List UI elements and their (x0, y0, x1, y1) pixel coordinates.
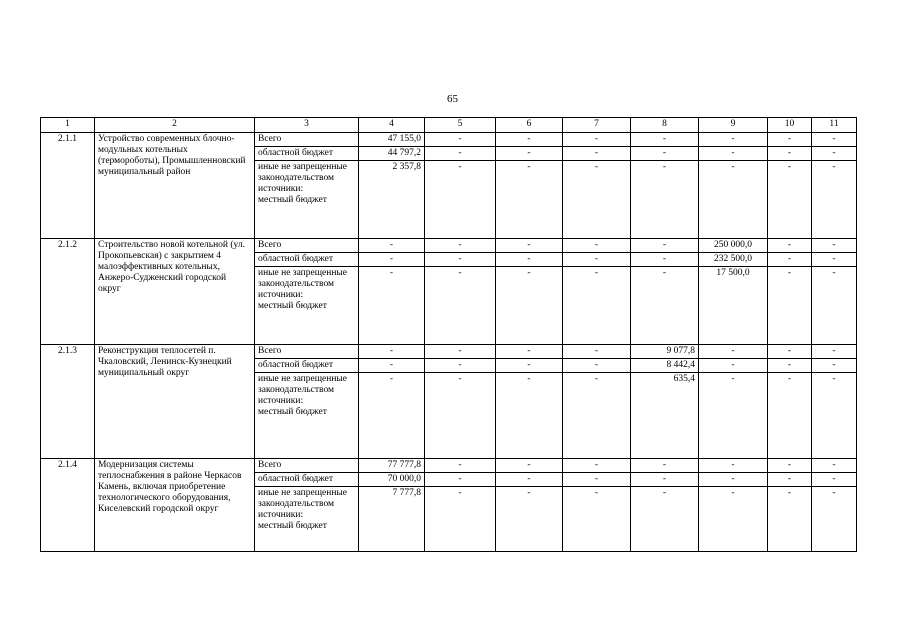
value-cell-col-10: - (768, 373, 812, 459)
value-cell-col-7: - (563, 473, 631, 487)
funding-source-label: областной бюджет (258, 360, 334, 370)
funding-source (255, 239, 359, 253)
value-cell-col-7: - (563, 359, 631, 373)
value-cell-col-4: - (359, 267, 425, 345)
column-header-7: 7 (563, 118, 631, 133)
value-cell-col-7: - (563, 133, 631, 147)
column-header-8: 8 (631, 118, 699, 133)
value-cell-col-8: 635,4 (631, 373, 699, 459)
value-cell-col-7: - (563, 147, 631, 161)
table-row (41, 459, 857, 473)
table-body (41, 118, 857, 552)
value-cell-col-6: - (496, 253, 563, 267)
value-cell-col-7: - (563, 373, 631, 459)
value-cell-col-6: - (496, 373, 563, 459)
value-cell-col-8: 8 442,4 (631, 359, 699, 373)
value-cell-col-9: - (699, 147, 768, 161)
value-cell-col-4: 2 357,8 (359, 161, 425, 239)
value-cell-col-4: 47 155,0 (359, 133, 425, 147)
funding-source (255, 359, 359, 373)
value-cell-col-8: - (631, 267, 699, 345)
funding-source-note: иные не запрещенные законодательством источники: (258, 488, 348, 520)
value-cell-col-5: - (425, 473, 496, 487)
value-cell-col-9: - (699, 373, 768, 459)
funding-source (255, 373, 359, 459)
funding-source-note: иные не запрещенные законодательством источники: (258, 268, 348, 300)
column-header-5: 5 (425, 118, 496, 133)
value-cell-col-6: - (496, 239, 563, 253)
value-cell-col-6: - (496, 267, 563, 345)
section-description: Устройство современных блочно-модульных котельных (термороботы), Промышленновский муниципальный район (95, 133, 255, 239)
value-cell-col-8: - (631, 253, 699, 267)
value-cell-col-6: - (496, 459, 563, 473)
funding-source (255, 133, 359, 147)
value-cell-col-11: - (812, 459, 857, 473)
value-cell-col-10: - (768, 133, 812, 147)
section-description: Модернизация системы теплоснабжения в районе Черкасов Камень, включая приобретение технологического оборудования, Киселевский городской округ (95, 459, 255, 552)
value-cell-col-11: - (812, 373, 857, 459)
value-cell-col-11: - (812, 161, 857, 239)
value-cell-col-10: - (768, 161, 812, 239)
header-row (41, 118, 857, 133)
value-cell-col-7: - (563, 267, 631, 345)
funding-source-label: областной бюджет (258, 148, 334, 158)
funding-source (255, 147, 359, 161)
section-description: Строительство новой котельной (ул. Прокопьевская) с закрытием 4 малоэффективных котельных, Анжеро-Судженский городской округ (95, 239, 255, 345)
table-row (41, 133, 857, 147)
value-cell-col-10: - (768, 267, 812, 345)
value-cell-col-7: - (563, 459, 631, 473)
funding-source-label: Всего (258, 346, 282, 356)
value-cell-col-6: - (496, 359, 563, 373)
value-cell-col-10: - (768, 473, 812, 487)
value-cell-col-4: 70 000,0 (359, 473, 425, 487)
value-cell-col-11: - (812, 253, 857, 267)
value-cell-col-5: - (425, 373, 496, 459)
value-cell-col-5: - (425, 359, 496, 373)
funding-source-label: Всего (258, 460, 282, 470)
column-header-4: 4 (359, 118, 425, 133)
page-number: 65 (447, 93, 458, 105)
value-cell-col-4: - (359, 345, 425, 359)
value-cell-col-5: - (425, 239, 496, 253)
value-cell-col-11: - (812, 147, 857, 161)
value-cell-col-8: - (631, 459, 699, 473)
value-cell-col-5: - (425, 161, 496, 239)
table-row (41, 345, 857, 359)
value-cell-col-8: 9 077,8 (631, 345, 699, 359)
budget-table (40, 117, 857, 552)
value-cell-col-4: - (359, 359, 425, 373)
value-cell-col-10: - (768, 359, 812, 373)
value-cell-col-8: - (631, 487, 699, 552)
funding-source (255, 473, 359, 487)
funding-source-label: Всего (258, 240, 282, 250)
value-cell-col-5: - (425, 345, 496, 359)
value-cell-col-5: - (425, 253, 496, 267)
value-cell-col-11: - (812, 345, 857, 359)
value-cell-col-4: - (359, 253, 425, 267)
value-cell-col-7: - (563, 161, 631, 239)
funding-source-note: иные не запрещенные законодательством источники: (258, 374, 348, 406)
funding-source-note: иные не запрещенные законодательством источники: (258, 162, 348, 194)
funding-source-label: местный бюджет (258, 195, 327, 205)
value-cell-col-8: - (631, 473, 699, 487)
value-cell-col-9: - (699, 359, 768, 373)
funding-source-label: местный бюджет (258, 407, 327, 417)
funding-source (255, 161, 359, 239)
value-cell-col-4: 7 777,8 (359, 487, 425, 552)
column-header-3: 3 (255, 118, 359, 133)
column-header-9: 9 (699, 118, 768, 133)
value-cell-col-6: - (496, 147, 563, 161)
value-cell-col-7: - (563, 487, 631, 552)
value-cell-col-10: - (768, 459, 812, 473)
column-header-1: 1 (41, 118, 95, 133)
value-cell-col-8: - (631, 239, 699, 253)
funding-source (255, 253, 359, 267)
column-header-11: 11 (812, 118, 857, 133)
value-cell-col-6: - (496, 161, 563, 239)
value-cell-col-5: - (425, 133, 496, 147)
value-cell-col-10: - (768, 239, 812, 253)
value-cell-col-9: - (699, 473, 768, 487)
value-cell-col-9: - (699, 487, 768, 552)
value-cell-col-6: - (496, 345, 563, 359)
value-cell-col-5: - (425, 267, 496, 345)
value-cell-col-4: - (359, 239, 425, 253)
value-cell-col-10: - (768, 345, 812, 359)
value-cell-col-9: - (699, 459, 768, 473)
column-header-2: 2 (95, 118, 255, 133)
value-cell-col-6: - (496, 473, 563, 487)
value-cell-col-8: - (631, 147, 699, 161)
value-cell-col-9: 250 000,0 (699, 239, 768, 253)
funding-source-label: местный бюджет (258, 521, 327, 531)
table-row (41, 239, 857, 253)
value-cell-col-11: - (812, 267, 857, 345)
value-cell-col-11: - (812, 487, 857, 552)
value-cell-col-6: - (496, 487, 563, 552)
value-cell-col-9: - (699, 345, 768, 359)
value-cell-col-9: 17 500,0 (699, 267, 768, 345)
value-cell-col-11: - (812, 359, 857, 373)
value-cell-col-5: - (425, 147, 496, 161)
value-cell-col-11: - (812, 133, 857, 147)
section-code: 2.1.4 (41, 459, 95, 552)
column-header-6: 6 (496, 118, 563, 133)
value-cell-col-6: - (496, 133, 563, 147)
funding-source (255, 459, 359, 473)
value-cell-col-5: - (425, 459, 496, 473)
funding-source (255, 487, 359, 552)
value-cell-col-4: - (359, 373, 425, 459)
value-cell-col-10: - (768, 253, 812, 267)
funding-source-label: местный бюджет (258, 301, 327, 311)
value-cell-col-10: - (768, 487, 812, 552)
value-cell-col-9: - (699, 161, 768, 239)
value-cell-col-8: - (631, 133, 699, 147)
section-code: 2.1.3 (41, 345, 95, 459)
funding-source (255, 267, 359, 345)
value-cell-col-10: - (768, 147, 812, 161)
funding-source-label: областной бюджет (258, 474, 334, 484)
value-cell-col-7: - (563, 345, 631, 359)
column-header-10: 10 (768, 118, 812, 133)
value-cell-col-9: - (699, 133, 768, 147)
value-cell-col-11: - (812, 239, 857, 253)
value-cell-col-7: - (563, 253, 631, 267)
section-code: 2.1.2 (41, 239, 95, 345)
value-cell-col-9: 232 500,0 (699, 253, 768, 267)
value-cell-col-7: - (563, 239, 631, 253)
funding-source (255, 345, 359, 359)
value-cell-col-5: - (425, 487, 496, 552)
value-cell-col-8: - (631, 161, 699, 239)
value-cell-col-4: 77 777,8 (359, 459, 425, 473)
section-code: 2.1.1 (41, 133, 95, 239)
value-cell-col-11: - (812, 473, 857, 487)
section-description: Реконструкция теплосетей п. Чкаловский, Ленинск-Кузнецкий муниципальный округ (95, 345, 255, 459)
value-cell-col-4: 44 797,2 (359, 147, 425, 161)
funding-source-label: областной бюджет (258, 254, 334, 264)
funding-source-label: Всего (258, 134, 282, 144)
